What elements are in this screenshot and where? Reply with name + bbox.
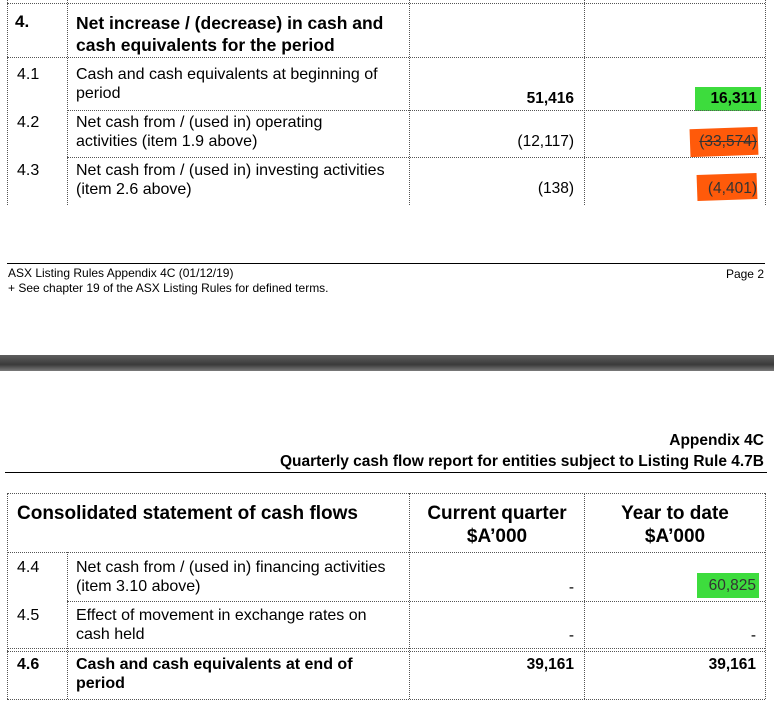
row-number: 4.1: [17, 66, 40, 83]
ytd-value: 60,825: [708, 577, 756, 594]
row-description-line2: cash held: [76, 626, 145, 643]
current-quarter-value: (138): [537, 180, 574, 197]
column-header-statement: Consolidated statement of cash flows: [17, 503, 358, 524]
report-subtitle: Quarterly cash flow report for entities subject to Listing Rule 4.7B: [279, 453, 764, 470]
column-header-current-quarter: [410, 502, 584, 548]
ytd-value: (33,574): [699, 133, 757, 150]
ytd-value: 39,161: [708, 656, 756, 673]
row-description-line2: activities (item 1.9 above): [76, 133, 258, 150]
row-description-line2: period: [76, 85, 121, 102]
current-quarter-value: -: [568, 579, 574, 596]
row-description-line2: period: [76, 675, 125, 692]
current-quarter-value: 39,161: [526, 656, 574, 673]
row-description: [76, 113, 322, 151]
section-number: 4.: [15, 12, 30, 31]
row-description-line1: Net cash from / (used in) investing activities: [76, 162, 385, 179]
row-description: [76, 606, 367, 644]
current-quarter-value: -: [568, 627, 574, 644]
current-quarter-value: 51,416: [526, 90, 574, 107]
current-quarter-value: (12,117): [517, 133, 574, 150]
section-title: [76, 12, 383, 56]
appendix-title: Appendix 4C: [669, 432, 764, 449]
row-number: 4.5: [17, 607, 40, 624]
column-header-year-to-date-line1: Year to date: [621, 503, 729, 524]
row-number: 4.3: [17, 162, 40, 179]
ytd-value: 16,311: [710, 90, 757, 107]
row-description: [76, 161, 385, 199]
page-separator: [0, 355, 774, 371]
footer-line1: ASX Listing Rules Appendix 4C (01/12/19): [8, 266, 234, 280]
row-description-line1: Cash and cash equivalents at end of: [76, 656, 353, 673]
footer-line2: + See chapter 19 of the ASX Listing Rules for defined terms.: [8, 281, 329, 295]
ytd-value: -: [750, 627, 756, 644]
row-description-line1: Net cash from / (used in) operating: [76, 114, 323, 131]
section-title-line2: cash equivalents for the period: [76, 35, 335, 55]
section-title-line1: Net increase / (decrease) in cash and: [76, 13, 384, 33]
column-header-current-quarter-line1: Current quarter: [427, 503, 567, 524]
row-description: [76, 65, 378, 103]
row-description-line1: Effect of movement in exchange rates on: [76, 607, 367, 624]
row-description: [76, 655, 353, 693]
row-number: 4.6: [17, 656, 40, 673]
ytd-value: (4,401): [707, 180, 757, 197]
row-description-line1: Cash and cash equivalents at beginning of: [76, 66, 378, 83]
row-number: 4.2: [17, 114, 40, 131]
page-number: Page 2: [725, 267, 764, 281]
row-description-line2: (item 2.6 above): [76, 181, 192, 198]
row-number: 4.4: [17, 559, 40, 576]
row-description-line1: Net cash from / (used in) financing activities: [76, 559, 386, 576]
row-description-line2: (item 3.10 above): [76, 578, 201, 595]
column-header-current-quarter-line2: $A’000: [466, 526, 528, 547]
column-header-year-to-date: [585, 502, 765, 548]
column-header-year-to-date-line2: $A’000: [644, 526, 706, 547]
row-description: [76, 558, 385, 596]
